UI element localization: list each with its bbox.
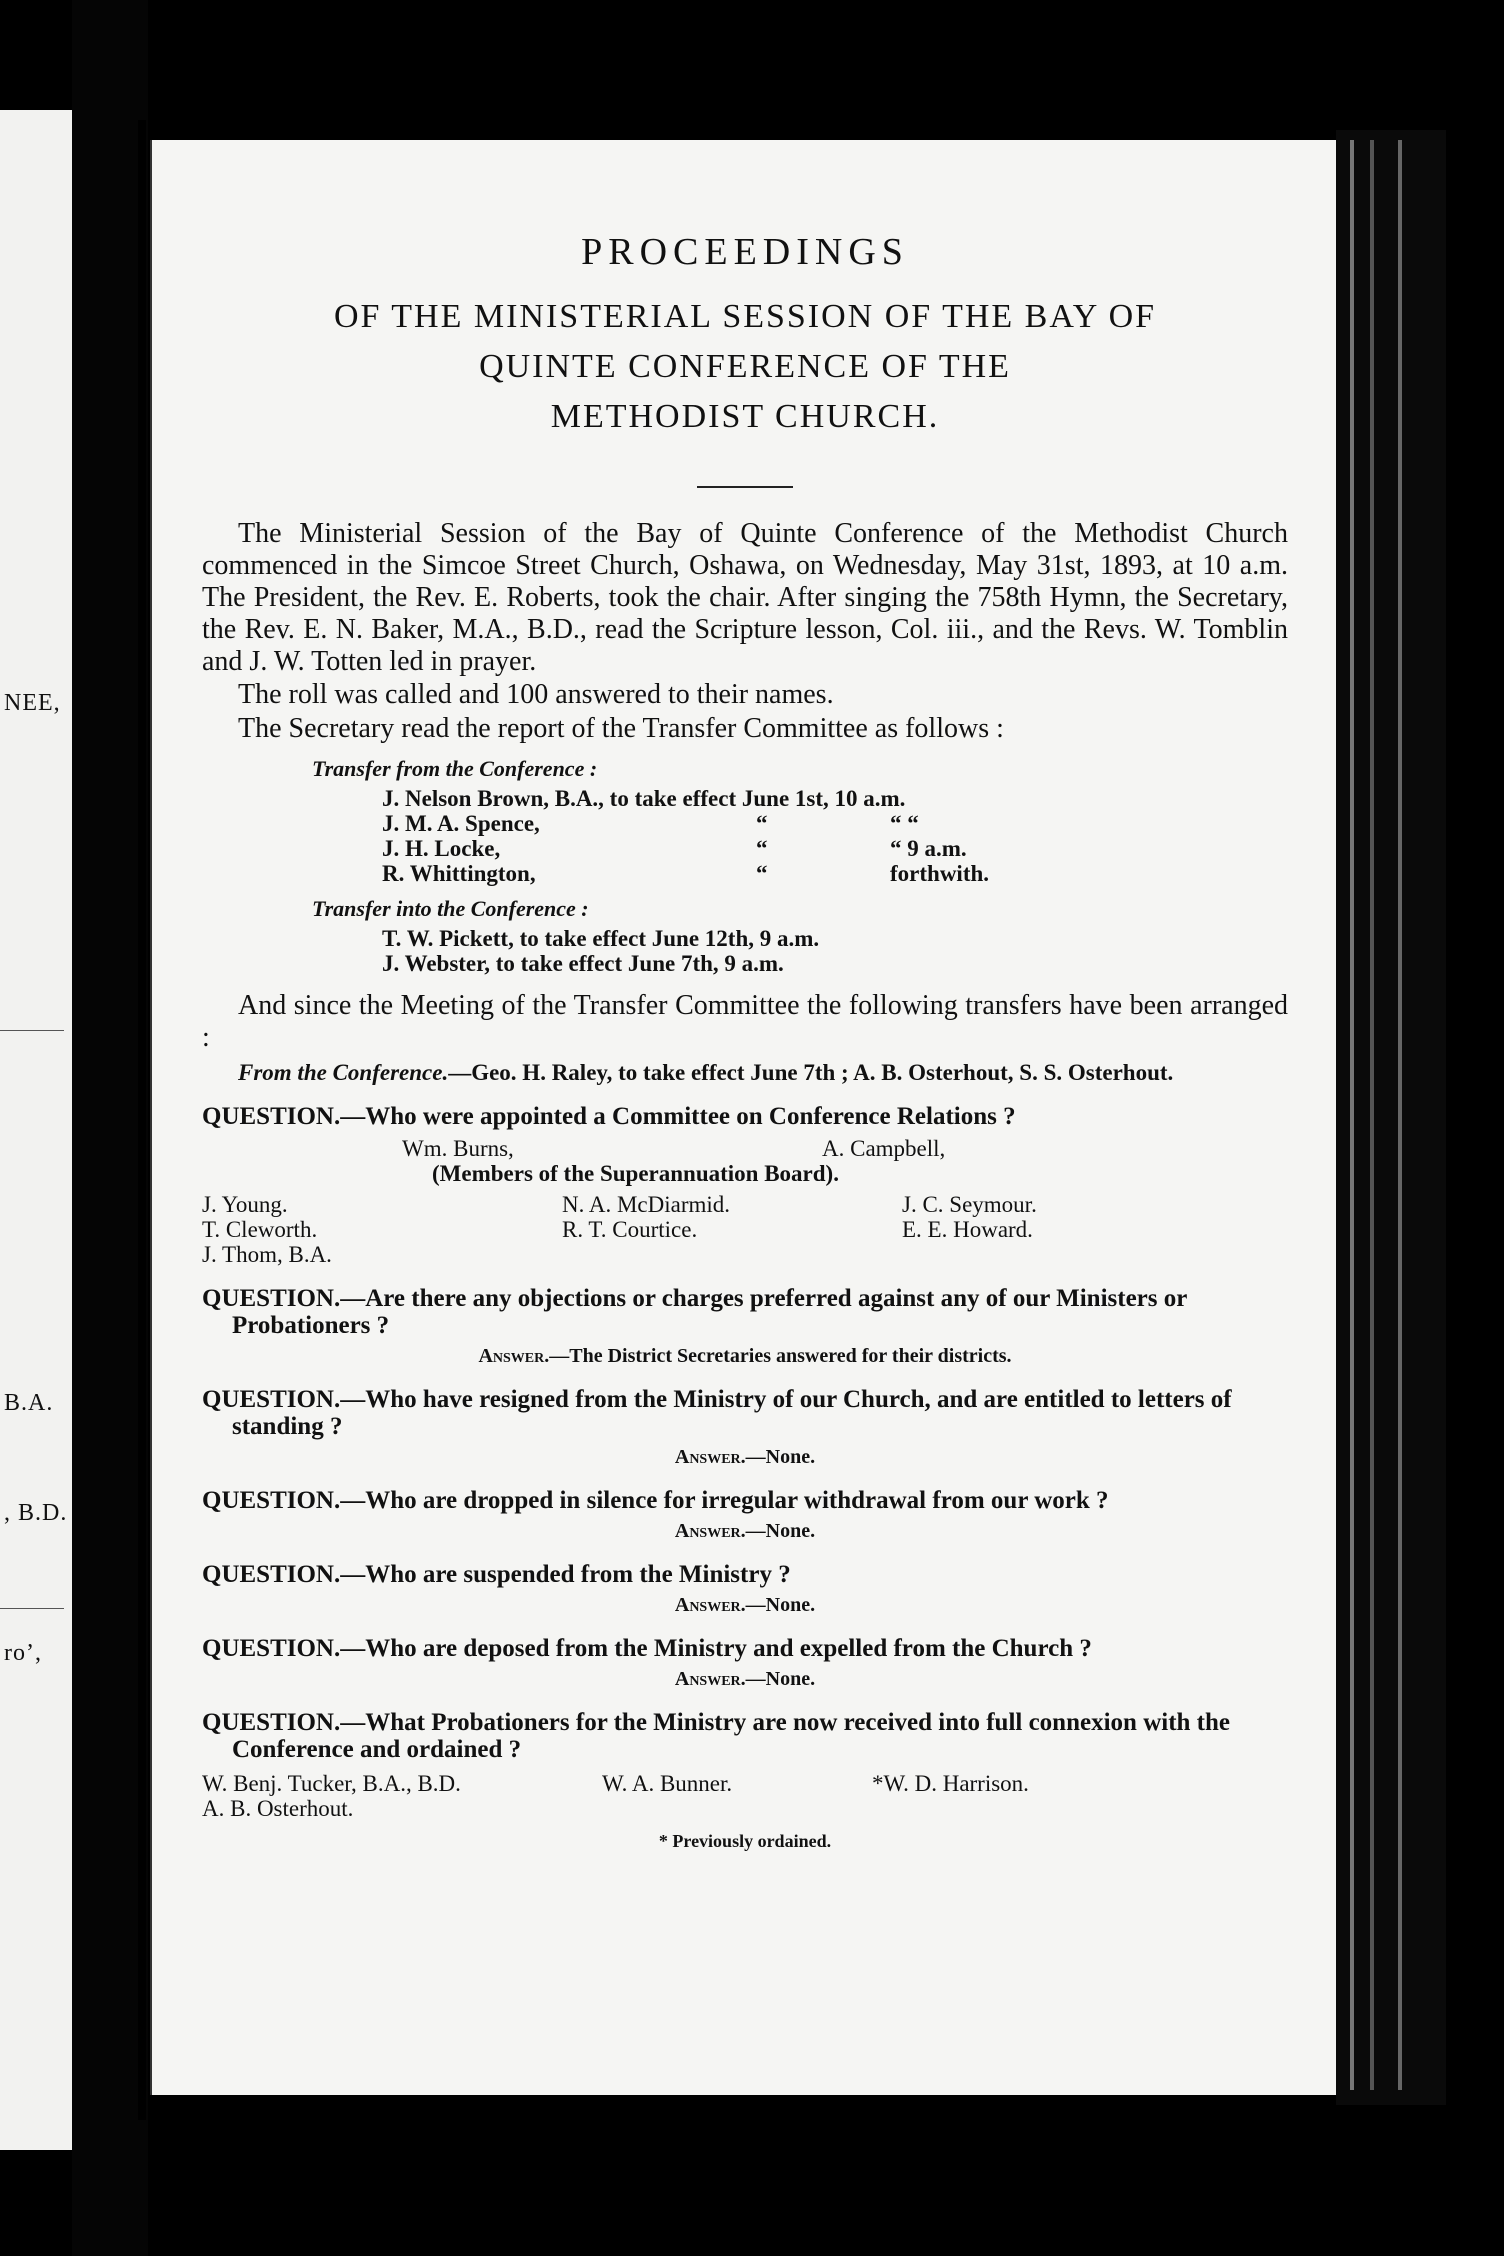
committee-name: A. Campbell,	[822, 1136, 946, 1161]
table-row	[382, 786, 1003, 811]
transfer-from-table	[382, 786, 1003, 886]
question-label: QUESTION.	[202, 1285, 341, 1312]
table-row	[382, 861, 1003, 886]
question-text: —Who are dropped in silence for irregular withdrawal from our work ?	[340, 1487, 1109, 1514]
footnote: * Previously ordained.	[658, 1831, 832, 1851]
question-text: —Who are deposed from the Ministry and expelled from the Church ?	[340, 1635, 1092, 1662]
answer-2	[202, 1345, 1288, 1368]
page-content	[202, 230, 1288, 1852]
question-text: —Who are suspended from the Ministry ?	[340, 1561, 791, 1588]
question-text: —Are there any objections or charges preferred against any of our Ministers or Probationers ?	[232, 1285, 1187, 1339]
document-page	[150, 140, 1338, 2095]
question-label: QUESTION.	[202, 1487, 341, 1514]
page-edge	[1336, 130, 1446, 2105]
list-item: J. Webster, to take effect June 7th, 9 a.m.	[382, 951, 784, 976]
question-2	[202, 1285, 1288, 1339]
page-title: PROCEEDINGS	[581, 231, 909, 273]
answer-label: Answer.	[674, 1668, 746, 1690]
committee-name: J. Young.	[202, 1192, 288, 1217]
committee-name: E. E. Howard.	[902, 1217, 1033, 1242]
answer-text: —None.	[745, 1446, 816, 1468]
q1-members-note	[202, 1161, 1288, 1186]
transfer-name: J. H. Locke,	[382, 836, 501, 861]
q1-name-columns	[202, 1192, 1288, 1267]
answer-label: Answer.	[478, 1345, 550, 1367]
committee-name: Wm. Burns,	[402, 1136, 514, 1161]
transfer-ditto: “	[756, 861, 768, 886]
transfer-name: J. Nelson Brown, B.A., to take effect June 1st, 10 a.m.	[382, 786, 906, 811]
q1-top-names	[202, 1136, 1288, 1161]
probationer-name: A. B. Osterhout.	[202, 1796, 354, 1821]
from-conference-line	[202, 1060, 1288, 1085]
left-page-fragment: , B.D.	[4, 1500, 68, 1526]
from-conference-text: —Geo. H. Raley, to take effect June 7th ; A. B. Osterhout, S. S. Osterhout.	[448, 1060, 1174, 1085]
question-text: —What Probationers for the Ministry are now received into full connexion with the Conference and ordained ?	[232, 1709, 1230, 1763]
answer-text: —None.	[745, 1520, 816, 1542]
question-4	[202, 1487, 1288, 1514]
question-label: QUESTION.	[202, 1103, 341, 1130]
left-page-fragment: ro’,	[4, 1640, 42, 1666]
committee-name: N. A. McDiarmid.	[562, 1192, 731, 1217]
subtitle-line: OF THE MINISTERIAL SESSION OF THE BAY OF	[333, 298, 1157, 335]
transfer-name: J. M. A. Spence,	[382, 811, 540, 836]
question-1	[202, 1103, 1288, 1130]
name-column	[902, 1192, 1037, 1267]
answer-3	[202, 1446, 1288, 1469]
name-column	[562, 1192, 902, 1267]
probationer-name: *W. D. Harrison.	[872, 1771, 1029, 1796]
title-separator	[697, 486, 793, 488]
transfer-into-heading: Transfer into the Conference :	[312, 896, 589, 921]
answer-text: —None.	[745, 1594, 816, 1616]
committee-name: J. Thom, B.A.	[202, 1242, 332, 1267]
transfer-into-list	[382, 926, 1288, 976]
answer-6	[202, 1668, 1288, 1691]
left-page-rule	[0, 1608, 64, 1609]
name-column	[202, 1192, 562, 1267]
transfer-ditto: “ 9 a.m.	[890, 836, 967, 861]
transfer-effect: forthwith.	[890, 861, 990, 886]
since-meeting-paragraph: And since the Meeting of the Transfer Committee the following transfers have been arranged :	[202, 990, 1288, 1053]
from-conference-label: From the Conference.	[238, 1060, 449, 1085]
answer-text: —None.	[745, 1668, 816, 1690]
table-row	[382, 836, 1003, 861]
subtitle-line: METHODIST CHURCH.	[550, 398, 940, 435]
probationer-names	[202, 1796, 1288, 1821]
left-page-fragment: NEE,	[4, 690, 61, 716]
members-note: (Members of the Superannuation Board).	[432, 1161, 839, 1186]
answer-label: Answer.	[674, 1520, 746, 1542]
subtitle-line: QUINTE CONFERENCE OF THE	[479, 348, 1011, 385]
question-text: —Who were appointed a Committee on Conference Relations ?	[340, 1103, 1016, 1130]
answer-5	[202, 1594, 1288, 1617]
probationer-name: W. Benj. Tucker, B.A., B.D.	[202, 1771, 461, 1796]
answer-label: Answer.	[674, 1446, 746, 1468]
committee-name: J. C. Seymour.	[902, 1192, 1037, 1217]
question-label: QUESTION.	[202, 1635, 341, 1662]
question-label: QUESTION.	[202, 1709, 341, 1736]
answer-4	[202, 1520, 1288, 1543]
probationer-name: W. A. Bunner.	[602, 1771, 733, 1796]
question-label: QUESTION.	[202, 1386, 341, 1413]
question-6	[202, 1635, 1288, 1662]
transfer-ditto: “ “	[890, 811, 919, 836]
transfer-ditto: “	[756, 811, 768, 836]
question-text: —Who have resigned from the Ministry of our Church, and are entitled to letters of standing ?	[232, 1386, 1232, 1440]
probationer-names	[202, 1771, 1288, 1796]
table-row	[382, 811, 1003, 836]
intro-paragraph: The Ministerial Session of the Bay of Quinte Conference of the Methodist Church commenced in the Simcoe Street Church, Oshawa, on Wednesday, May 31st, 1893, at 10 a.m. The President, the Rev. E. Roberts, took the chair. After singing the 758th Hymn, the Secretary, the Rev. E. N. Baker, M.A., B.D., read the Scripture lesson, Col. iii., and the Revs. W. Tomblin and J. W. Totten led in prayer.	[202, 518, 1288, 677]
left-page-rule	[0, 1030, 64, 1031]
roll-line: The roll was called and 100 answered to their names.	[238, 679, 834, 710]
answer-text: —The District Secretaries answered for their districts.	[549, 1345, 1012, 1367]
page-subtitle	[202, 292, 1288, 442]
committee-name: R. T. Courtice.	[562, 1217, 698, 1242]
transfer-name: R. Whittington,	[382, 861, 536, 886]
list-item: T. W. Pickett, to take effect June 12th, 9 a.m.	[382, 926, 820, 951]
transfer-from-heading: Transfer from the Conference :	[312, 756, 598, 781]
left-facing-page	[0, 110, 73, 2150]
left-page-fragment: B.A.	[4, 1390, 54, 1416]
question-7	[202, 1709, 1288, 1763]
question-3	[202, 1386, 1288, 1440]
transfer-ditto: “	[756, 836, 768, 861]
question-5	[202, 1561, 1288, 1588]
committee-name: T. Cleworth.	[202, 1217, 318, 1242]
question-label: QUESTION.	[202, 1561, 341, 1588]
page-gutter	[72, 0, 148, 2256]
answer-label: Answer.	[674, 1594, 746, 1616]
secretary-line: The Secretary read the report of the Transfer Committee as follows :	[238, 713, 1004, 744]
